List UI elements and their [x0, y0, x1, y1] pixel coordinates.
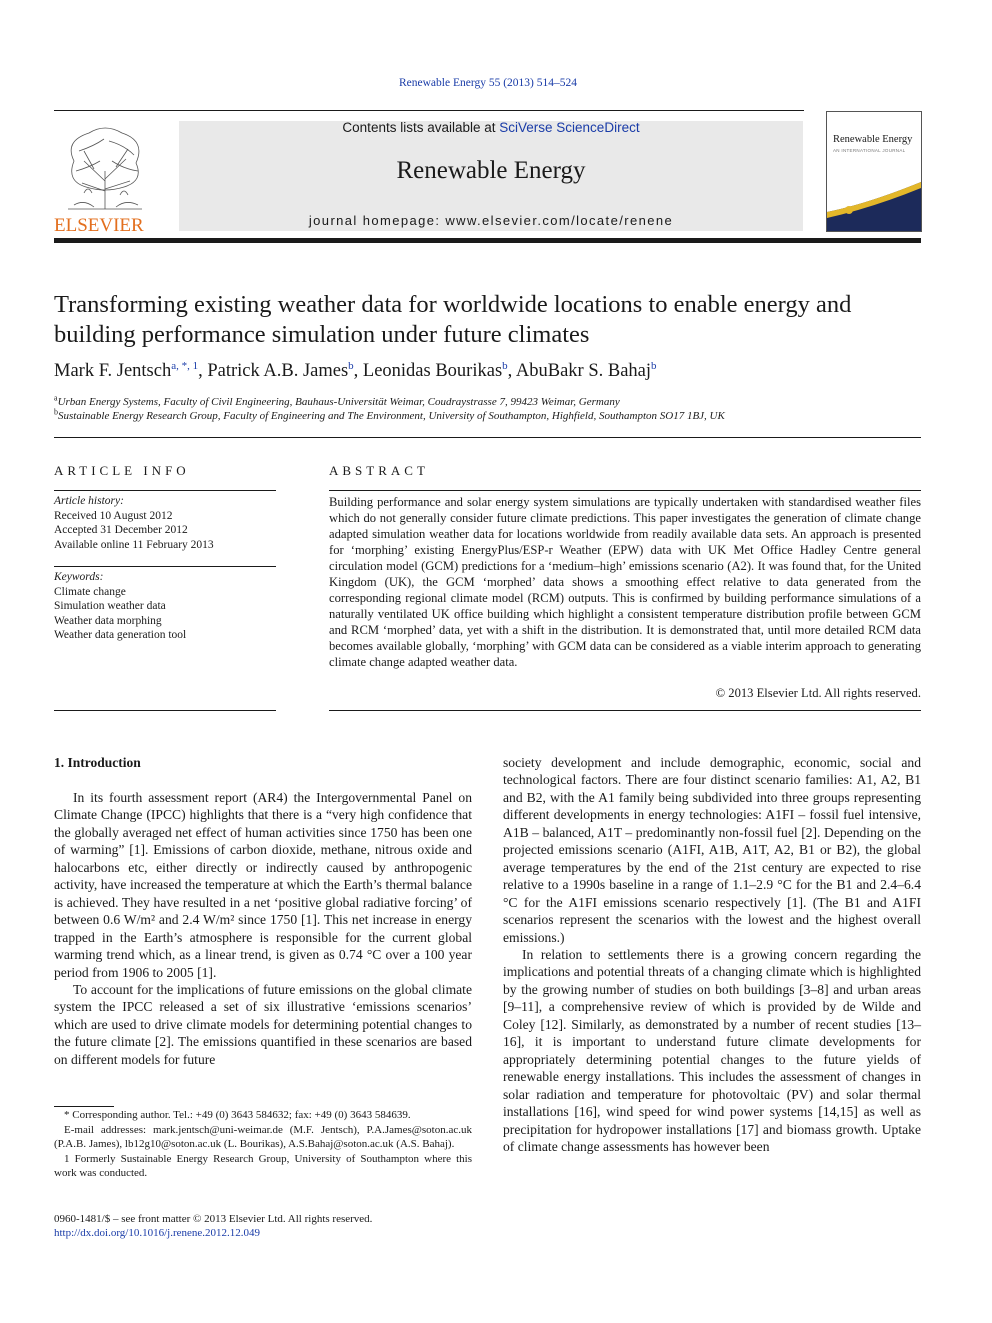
- affiliation-rule: [54, 437, 921, 438]
- info-rule: [54, 490, 276, 491]
- keyword: Climate change: [54, 585, 126, 598]
- affiliation-mark: b: [54, 407, 58, 417]
- footnotes: [54, 1108, 472, 1181]
- section-heading-introduction: 1. Introduction: [54, 755, 141, 770]
- history-label: Article history:: [54, 495, 124, 507]
- keywords-label: Keywords:: [54, 571, 104, 583]
- history-online: Available online 11 February 2013: [54, 538, 214, 551]
- footnote-corresponding: * Corresponding author. Tel.: +49 (0) 3643 584632; fax: +49 (0) 3643 584639.: [64, 1109, 411, 1121]
- affiliation-text: Urban Energy Systems, Faculty of Civil Engineering, Bauhaus-Universität Weimar, Coudraystrasse 7, 99423 Weimar, Germany: [57, 396, 620, 408]
- journal-reference-link[interactable]: Renewable Energy 55 (2013) 514–524: [399, 77, 577, 89]
- affiliation: [54, 393, 924, 408]
- history-accepted: Accepted 31 December 2012: [54, 524, 188, 536]
- history-received: Received 10 August 2012: [54, 509, 173, 522]
- journal-homepage: [179, 213, 803, 228]
- author-marks[interactable]: a, *, 1: [171, 359, 199, 372]
- abstract-copyright: © 2013 Elsevier Ltd. All rights reserved.: [715, 686, 921, 700]
- keyword: Weather data generation tool: [54, 629, 187, 641]
- contents-prefix: Contents lists available at: [342, 120, 500, 135]
- affiliation-text: Sustainable Energy Research Group, Faculty of Engineering and The Environment, University of Southampton, Highfield, Southampton SO17 1BJ, UK: [58, 410, 725, 422]
- article-history: [54, 494, 276, 552]
- header-bottom-rule: [54, 238, 921, 243]
- homepage-prefix: journal homepage:: [308, 213, 446, 228]
- article-title: Transforming existing weather data for worldwide locations to enable energy and building performance simulation under future climates: [54, 291, 852, 348]
- article-info-heading: ARTICLE INFO: [54, 463, 190, 478]
- author-marks[interactable]: b: [502, 359, 508, 372]
- paragraph: society development and include demographic, economic, social and technological factors. There are four distinct scenario families: A1, A2, B1 and B2, with the A1 family being subdivided into three groups representing different developments in energy technologies: A1FI – fossil fuel intensive, A1B – balanced, A1T – predominantly non-fossil fuel [2]. Depending on the projected emissions scenario (A1FI, A1B, A1T, A2, B1 or B2), the global average temperatures by the end of the 21st century are expected to rise relative to a 1990s baseline in a range of 1.1–2.9 °C for the B1 and 2.4–6.4 °C for the A1FI emissions scenario respectively [1]. (The B1 and A1FI scenarios represent the scenarios with the lowest and the highest overall emissions.): [503, 755, 921, 945]
- homepage-url-link[interactable]: www.elsevier.com/locate/renene: [445, 213, 674, 228]
- author-marks[interactable]: b: [348, 359, 354, 372]
- keyword: Simulation weather data: [54, 600, 166, 612]
- info-rule: [54, 710, 276, 711]
- body-column-right: [503, 754, 921, 1155]
- author-name: AbuBakr S. Bahaj: [515, 361, 652, 381]
- abstract-text: Building performance and solar energy system simulations are typically undertaken with standardised weather files which do not generally consider future climate predictions. This paper investigates the generation of climate change adapted simulation weather data for locations worldwide from readily available data sets. An approach is presented for ‘morphing’ existing EnergyPlus/ESP-r Weather (EPW) data with UK Met Office Hadley Centre general circulation model (GCM) predictions for a ‘medium–high’ emissions scenario (A2). It was found that, for the United Kingdom (UK), the GCM ‘morphed’ data shows a smoothing effect relative to data generated from the corresponding regional climate model (RCM) outputs. This is confirmed by building performance simulations of a naturally ventilated UK office building which highlight a consistent temperature distribution profile between GCM and RCM ‘morphed’ data, yet with a shift in the distribution. It is demonstrated that, until more detailed RCM data becomes available globally, ‘morphing’ with GCM data can be considered as a viable interim approach to generating climate change adapted weather data.: [329, 495, 921, 669]
- cover-swoosh-icon: [827, 112, 921, 231]
- elsevier-tree-icon: [54, 121, 156, 233]
- footnote-emails: E-mail addresses: mark.jentsch@uni-weimar.de (M.F. Jentsch), P.A.James@soton.ac.uk (P.A.B. James), lb12g10@soton.ac.uk (L. Bourikas), A.S.Bahaj@soton.ac.uk (A.S. Bahaj).: [54, 1123, 472, 1150]
- sciencedirect-link[interactable]: SciVerse ScienceDirect: [499, 120, 640, 135]
- abstract-rule: [329, 710, 921, 711]
- header-top-rule: [54, 110, 804, 111]
- journal-cover-thumbnail[interactable]: [826, 111, 922, 232]
- cover-subtitle: AN INTERNATIONAL JOURNAL: [833, 148, 906, 153]
- footnote-affiliation: 1 Formerly Sustainable Energy Research Group, University of Southampton where this work was conducted.: [54, 1152, 472, 1179]
- author-marks[interactable]: b: [651, 359, 657, 372]
- info-rule: [54, 566, 276, 567]
- author-name: Leonidas Bourikas: [362, 361, 503, 381]
- paragraph: To account for the implications of future emissions on the global climate system the IPCC released a set of six illustrative ‘emissions scenarios’ which are used to drive climate models for determining potential changes to the future climate [2]. The emissions quantified in these scenarios are based on different models for future: [54, 981, 472, 1067]
- keyword: Weather data morphing: [54, 614, 162, 627]
- journal-name: Renewable Energy: [396, 157, 586, 184]
- cover-title: Renewable Energy: [833, 134, 913, 145]
- doi-link[interactable]: http://dx.doi.org/10.1016/j.renene.2012.12.049: [54, 1227, 261, 1239]
- paragraph: In its fourth assessment report (AR4) the Intergovernmental Panel on Climate Change (IPCC) highlights that there is a “very high confidence that the globally averaged net effect of human activities since 1750 has been one of warming” [1]. Emissions of carbon dioxide, methane, nitrous oxide and halocarbons etc, either directly or indirectly caused by anthropogenic activity, have increased the temperature at which the Earth’s thermal balance is achieved. They have resulted in a net ‘positive global radiative forcing’ of between 0.6 W/m² and 2.4 W/m² since 1750 [1]. This net increase in energy trapped in the Earth’s atmosphere is responsible for the current global warming trend which, as a linear trend, is given as 0.74 °C over a 100 year period from 1906 to 2005 [1].: [54, 790, 472, 980]
- affiliation-mark: a: [54, 393, 58, 403]
- author-name: Mark F. Jentsch: [54, 361, 172, 381]
- affiliation: [54, 407, 924, 422]
- keywords: [54, 570, 276, 643]
- paragraph: In relation to settlements there is a growing concern regarding the implications and potential threats of a changing climate which is highlighted by the growing number of studies on both buildings [3–8] and urban areas [9–11], a comprehensive review of which is provided by de Wilde and Coley [12]. Similarly, as demonstrated by a number of recent studies [13–16], it is important to understand future climate developments for appropriately determining potential changes to the future yields of renewable energy installations. This includes the assessment of changes in solar radiation and temperature for photovoltaic (PV) and solar thermal installations [16], wind speed for wind power systems [14,15] as well as precipitation for hydropower installations [17] and biomass growth. Uptake of climate change assessments has however been: [503, 946, 921, 1154]
- body-column-left: [54, 789, 472, 1068]
- elsevier-logo: [54, 121, 156, 233]
- abstract-heading: ABSTRACT: [329, 463, 429, 478]
- elsevier-wordmark: ELSEVIER: [54, 215, 144, 233]
- contents-line: [179, 120, 803, 135]
- author-name: Patrick A.B. James: [207, 361, 349, 381]
- author-list: Mark F. Jentsch$^{a, *, 1}$, Patrick A.B. James$^b$, Leonidas Bourikas$^b$, AbuBakr S. Bahaj$^b$: [54, 359, 657, 381]
- issn-line: 0960-1481/$ – see front matter © 2013 Elsevier Ltd. All rights reserved.: [54, 1213, 373, 1225]
- footnote-rule: [54, 1106, 114, 1107]
- abstract-rule: [329, 490, 921, 491]
